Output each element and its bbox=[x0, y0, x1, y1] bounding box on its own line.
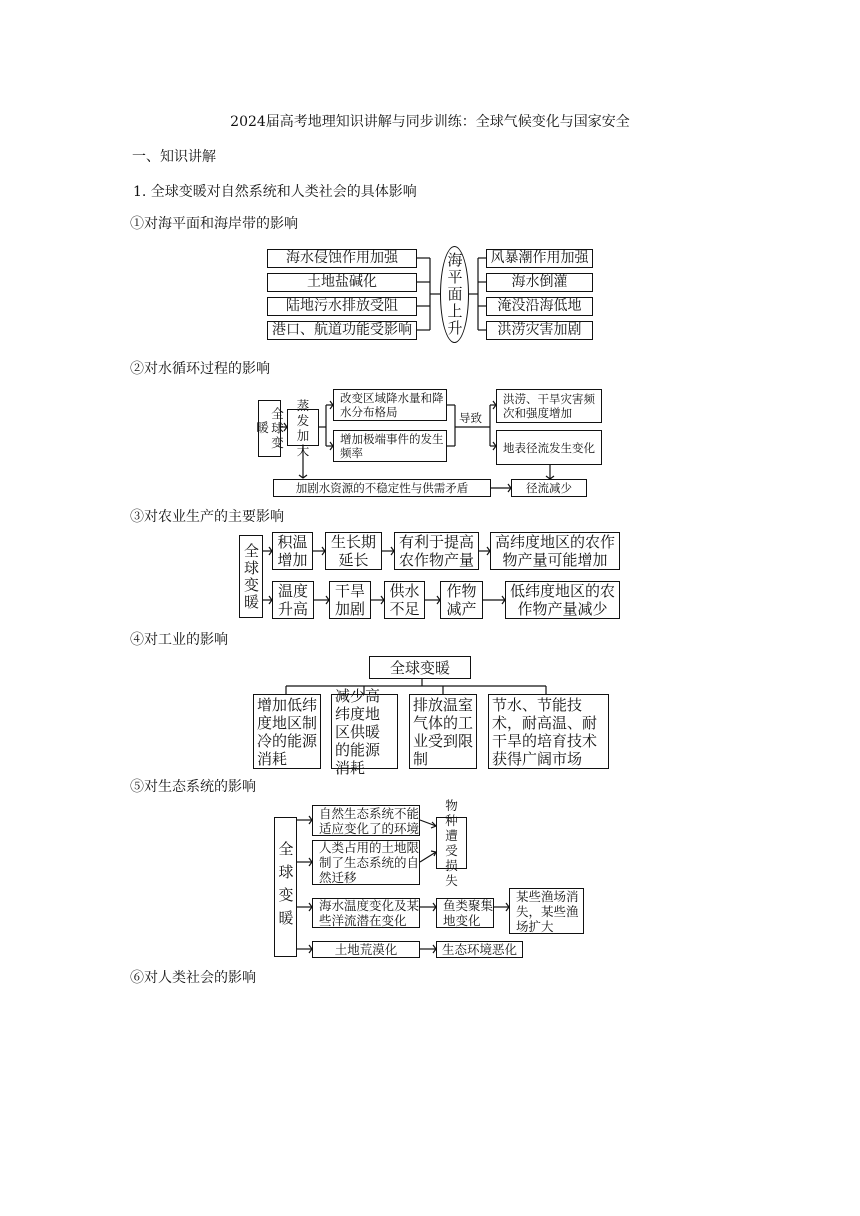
sea-effect-port: 港口、航道功能受影响 bbox=[267, 321, 417, 340]
eco-global-warming: 全球变暖 bbox=[274, 817, 297, 957]
water-supply-conflict: 加剧水资源的不稳定性与供需矛盾 bbox=[273, 479, 491, 497]
subheading-society: ⑥对人类社会的影响 bbox=[130, 970, 256, 986]
sea-effect-sewage: 陆地污水排放受阻 bbox=[267, 297, 417, 316]
eco-land-occupation: 人类占用的土地限制了生态系统的自然迁移 bbox=[312, 840, 420, 885]
point-heading: 1. 全球变暖对自然系统和人类社会的具体影响 bbox=[133, 184, 417, 200]
industry-tech-market: 节水、节能技术，耐高温、耐干旱的培育技术获得广阔市场 bbox=[488, 694, 609, 769]
agri-global-warming: 全球变暖 bbox=[239, 535, 263, 618]
industry-global-warming: 全球变暖 bbox=[369, 656, 471, 679]
sea-effect-erosion: 海水侵蚀作用加强 bbox=[267, 249, 417, 268]
eco-desertification: 土地荒漠化 bbox=[312, 941, 420, 958]
page-title: 2024届高考地理知识讲解与同步训练：全球气候变化与国家安全 bbox=[230, 114, 630, 130]
water-lead-label: 导致 bbox=[459, 411, 482, 425]
eco-ocean-change: 海水温度变化及某些洋流潜在变化 bbox=[312, 898, 420, 928]
subheading-industry: ④对工业的影响 bbox=[130, 632, 228, 648]
water-disaster-increase: 洪涝、干旱灾害频次和强度增加 bbox=[496, 389, 602, 423]
water-extreme-events: 增加极端事件的发生频率 bbox=[333, 430, 447, 462]
sea-effect-intrusion: 海水倒灌 bbox=[486, 273, 593, 292]
subheading-sea-level: ①对海平面和海岸带的影响 bbox=[130, 216, 298, 232]
water-runoff-decrease: 径流减少 bbox=[511, 479, 587, 497]
water-global-warming: 全球变暖 bbox=[258, 400, 281, 457]
subheading-water-cycle: ②对水循环过程的影响 bbox=[130, 361, 270, 377]
sea-effect-flooding: 洪涝灾害加剧 bbox=[486, 321, 593, 340]
industry-cooling-energy: 增加低纬度地区制冷的能源消耗 bbox=[253, 694, 321, 769]
eco-environment-worse: 生态环境恶化 bbox=[436, 941, 523, 958]
sea-effect-storm-surge: 风暴潮作用加强 bbox=[486, 249, 593, 268]
agri-drought: 干旱加剧 bbox=[329, 581, 371, 619]
industry-heating-energy: 减少高纬度地区供暖的能源消耗 bbox=[331, 694, 398, 769]
eco-species-loss: 物种遭受损失 bbox=[436, 817, 467, 869]
sea-effect-flood-lowland: 淹没沿海低地 bbox=[486, 297, 593, 316]
agri-crop-reduction: 作物减产 bbox=[440, 581, 483, 619]
water-evaporation: 蒸发加大 bbox=[287, 409, 319, 446]
agri-low-latitude: 低纬度地区的农作物产量减少 bbox=[505, 581, 620, 619]
eco-cannot-adapt: 自然生态系统不能适应变化了的环境 bbox=[312, 805, 420, 836]
agri-yield-improve: 有利于提高农作物产量 bbox=[394, 532, 479, 570]
sea-level-rise-oval: 海平面上升 bbox=[440, 246, 469, 343]
eco-fish-gathering: 鱼类聚集地变化 bbox=[436, 898, 494, 928]
agri-growing-season: 生长期延长 bbox=[325, 532, 382, 570]
water-runoff-change: 地表径流发生变化 bbox=[496, 430, 602, 465]
agri-temp-rise: 温度升高 bbox=[272, 581, 314, 619]
industry-emission-limit: 排放温室气体的工业受到限制 bbox=[409, 694, 477, 769]
water-precip-change: 改变区域降水量和降水分布格局 bbox=[333, 389, 447, 421]
agri-high-latitude: 高纬度地区的农作物产量可能增加 bbox=[490, 532, 620, 570]
sea-effect-salinization: 土地盐碱化 bbox=[267, 273, 417, 292]
eco-fishery-change: 某些渔场消失，某些渔场扩大 bbox=[509, 888, 584, 934]
section-heading: 一、知识讲解 bbox=[132, 149, 216, 165]
agri-heat-accumulation: 积温增加 bbox=[272, 532, 313, 570]
subheading-ecosystem: ⑤对生态系统的影响 bbox=[130, 779, 256, 795]
subheading-agriculture: ③对农业生产的主要影响 bbox=[130, 509, 284, 525]
agri-water-shortage: 供水不足 bbox=[384, 581, 425, 619]
